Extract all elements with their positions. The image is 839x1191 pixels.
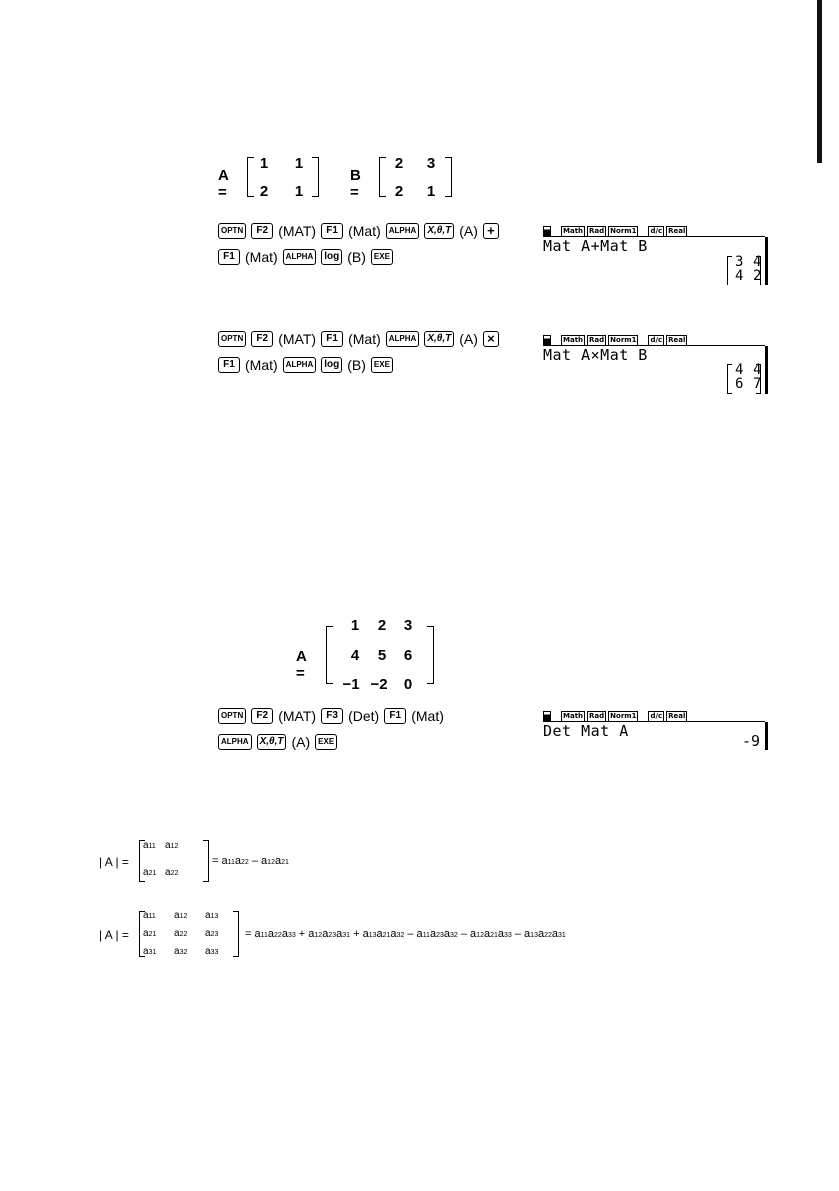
alpha-key[interactable]: ALPHA — [218, 734, 252, 750]
calculator-screen-mul — [543, 332, 768, 394]
matrix-cell: a21 — [143, 867, 157, 878]
key-sequence-det-line1 — [218, 706, 444, 726]
scrollbar — [765, 722, 768, 750]
result-cell: 6 — [735, 376, 744, 392]
matrix-cell: a22 — [165, 867, 179, 878]
key-label: (A) — [459, 331, 478, 347]
calculator-screen-add — [543, 223, 768, 285]
result-bracket-right — [756, 256, 761, 285]
key-sequence-det-line2 — [218, 732, 337, 752]
alpha-key[interactable]: ALPHA — [283, 249, 317, 265]
battery-icon — [543, 711, 551, 722]
status-tag: Rad — [589, 711, 605, 720]
matrix-cell: 5 — [377, 647, 387, 664]
matrix-cell: 0 — [403, 676, 413, 693]
status-tag: Norm1 — [610, 226, 637, 235]
key-label: (Mat) — [245, 357, 278, 373]
optn-key[interactable]: OPTN — [218, 223, 246, 239]
result-bracket-left — [727, 364, 732, 394]
key-label: (Mat) — [245, 249, 278, 265]
key-label: (Mat) — [348, 223, 381, 239]
calculator-screen-det — [543, 708, 768, 770]
key-label: (MAT) — [278, 708, 317, 724]
status-tag: Real — [668, 711, 686, 720]
matrix-cell: a33 — [205, 946, 219, 957]
matrix-cell: 4 — [350, 647, 360, 664]
matrix-cell: 6 — [403, 647, 413, 664]
key-sequence-add-line2 — [218, 247, 393, 267]
result-cell: 3 — [735, 254, 744, 270]
key-label: (A) — [291, 734, 311, 750]
matrix-a-label: A = — [296, 648, 307, 682]
screen-result: -9 — [741, 732, 760, 750]
matrix-cell: 1 — [350, 617, 360, 634]
matrix-cell: 2 — [394, 183, 404, 200]
alpha-key[interactable]: ALPHA — [283, 357, 317, 373]
matrix-cell: 2 — [259, 183, 269, 200]
bracket-right — [445, 157, 452, 197]
screen-expression: Mat A×Mat B — [543, 346, 648, 364]
matrix-cell: a11 — [143, 840, 156, 851]
result-cell: 7 — [753, 376, 762, 392]
key-sequence-mul-line2 — [218, 355, 393, 375]
key-sequence-mul-line1 — [218, 329, 499, 349]
matrix-cell: a12 — [174, 910, 188, 921]
exe-key[interactable]: EXE — [371, 249, 393, 265]
key-sequence-add-line1 — [218, 221, 499, 241]
plus-key[interactable]: + — [483, 223, 499, 239]
f2-key[interactable]: F2 — [251, 331, 273, 347]
matrix-cell: a12 — [165, 840, 179, 851]
f1-key[interactable]: F1 — [321, 331, 343, 347]
status-tag: Norm1 — [610, 335, 637, 344]
formula-lhs: | A | = — [99, 928, 129, 942]
exe-key[interactable]: EXE — [315, 734, 337, 750]
result-cell: 4 — [753, 362, 762, 378]
exe-key[interactable]: EXE — [371, 357, 393, 373]
f1-key[interactable]: F1 — [384, 708, 406, 724]
alpha-key[interactable]: ALPHA — [386, 331, 420, 347]
scrollbar — [765, 237, 768, 285]
screen-expression: Det Mat A — [543, 722, 629, 740]
matrix-cell: 2 — [394, 155, 404, 172]
matrix-cell: 2 — [377, 617, 387, 634]
matrix-cell: 1 — [426, 183, 436, 200]
battery-icon — [543, 335, 551, 346]
result-cell: 4 — [735, 268, 744, 284]
key-label: (Mat) — [411, 708, 444, 724]
status-tag: Real — [668, 335, 686, 344]
status-tag: d/c — [650, 226, 663, 235]
result-cell: 4 — [753, 254, 762, 270]
status-tag: Math — [563, 711, 584, 720]
result-cell: 2 — [753, 268, 762, 284]
log-key[interactable]: log — [321, 249, 342, 265]
status-tag: Math — [563, 226, 584, 235]
status-tag: Real — [668, 226, 686, 235]
x-theta-t-key[interactable]: X,θ,T — [257, 734, 287, 750]
status-tag: Norm1 — [610, 711, 637, 720]
status-tag: d/c — [650, 711, 663, 720]
bracket-right — [312, 157, 319, 197]
matrix-cell: a31 — [143, 946, 157, 957]
f1-key[interactable]: F1 — [218, 357, 240, 373]
key-label: (MAT) — [278, 223, 317, 239]
log-key[interactable]: log — [321, 357, 342, 373]
f2-key[interactable]: F2 — [251, 223, 273, 239]
optn-key[interactable]: OPTN — [218, 331, 246, 347]
matrix-a-label: A = — [218, 167, 229, 201]
status-tag: Rad — [589, 335, 605, 344]
bracket-right — [203, 840, 209, 882]
formula-lhs: | A | = — [99, 855, 129, 869]
matrix-b-label: B = — [350, 167, 361, 201]
f2-key[interactable]: F2 — [251, 708, 273, 724]
screen-expression: Mat A+Mat B — [543, 237, 648, 255]
matrix-cell: a13 — [205, 910, 219, 921]
matrix-cell: a21 — [143, 928, 157, 939]
f3-key[interactable]: F3 — [321, 708, 343, 724]
matrix-cell: 1 — [294, 183, 304, 200]
x-theta-t-key[interactable]: X,θ,T — [424, 223, 454, 239]
matrix-cell: −2 — [370, 676, 388, 693]
scrollbar — [765, 346, 768, 394]
result-bracket-right — [756, 364, 761, 394]
battery-icon — [543, 226, 551, 237]
optn-key[interactable]: OPTN — [218, 708, 246, 724]
matrix-cell: a22 — [174, 928, 188, 939]
status-tag: Rad — [589, 226, 605, 235]
bracket-right — [427, 626, 434, 684]
matrix-cell: −1 — [342, 676, 360, 693]
formula-rhs: = a11a22a33 + a12a23a31 + a13a21a32 – a11a23a32 – a12a21a33 – a13a22a31 — [245, 928, 566, 940]
key-label: (MAT) — [278, 331, 317, 347]
key-label: (B) — [347, 249, 366, 265]
bracket-right — [233, 911, 239, 957]
matrix-cell: a23 — [205, 928, 219, 939]
matrix-cell: 3 — [426, 155, 436, 172]
matrix-cell: 3 — [403, 617, 413, 634]
alpha-key[interactable]: ALPHA — [386, 223, 420, 239]
matrix-cell: a11 — [143, 910, 156, 921]
status-tag: Math — [563, 335, 584, 344]
matrix-cell: 1 — [294, 155, 304, 172]
formula-rhs: = a11a22 – a12a21 — [212, 855, 289, 867]
matrix-cell: a32 — [174, 946, 188, 957]
times-key[interactable]: × — [483, 331, 499, 347]
x-theta-t-key[interactable]: X,θ,T — [424, 331, 454, 347]
f1-key[interactable]: F1 — [321, 223, 343, 239]
determinant-formula-2x2 — [99, 838, 399, 888]
key-label: (Det) — [348, 708, 380, 724]
key-label: (Mat) — [348, 331, 381, 347]
result-bracket-left — [727, 256, 732, 285]
matrix-cell: 1 — [259, 155, 269, 172]
page-edge-tab — [817, 0, 822, 163]
key-label: (B) — [347, 357, 366, 373]
determinant-formula-3x3 — [99, 906, 749, 966]
bracket-left — [379, 157, 386, 197]
bracket-left — [326, 626, 333, 684]
f1-key[interactable]: F1 — [218, 249, 240, 265]
status-tag: d/c — [650, 335, 663, 344]
result-cell: 4 — [735, 362, 744, 378]
key-label: (A) — [459, 223, 478, 239]
